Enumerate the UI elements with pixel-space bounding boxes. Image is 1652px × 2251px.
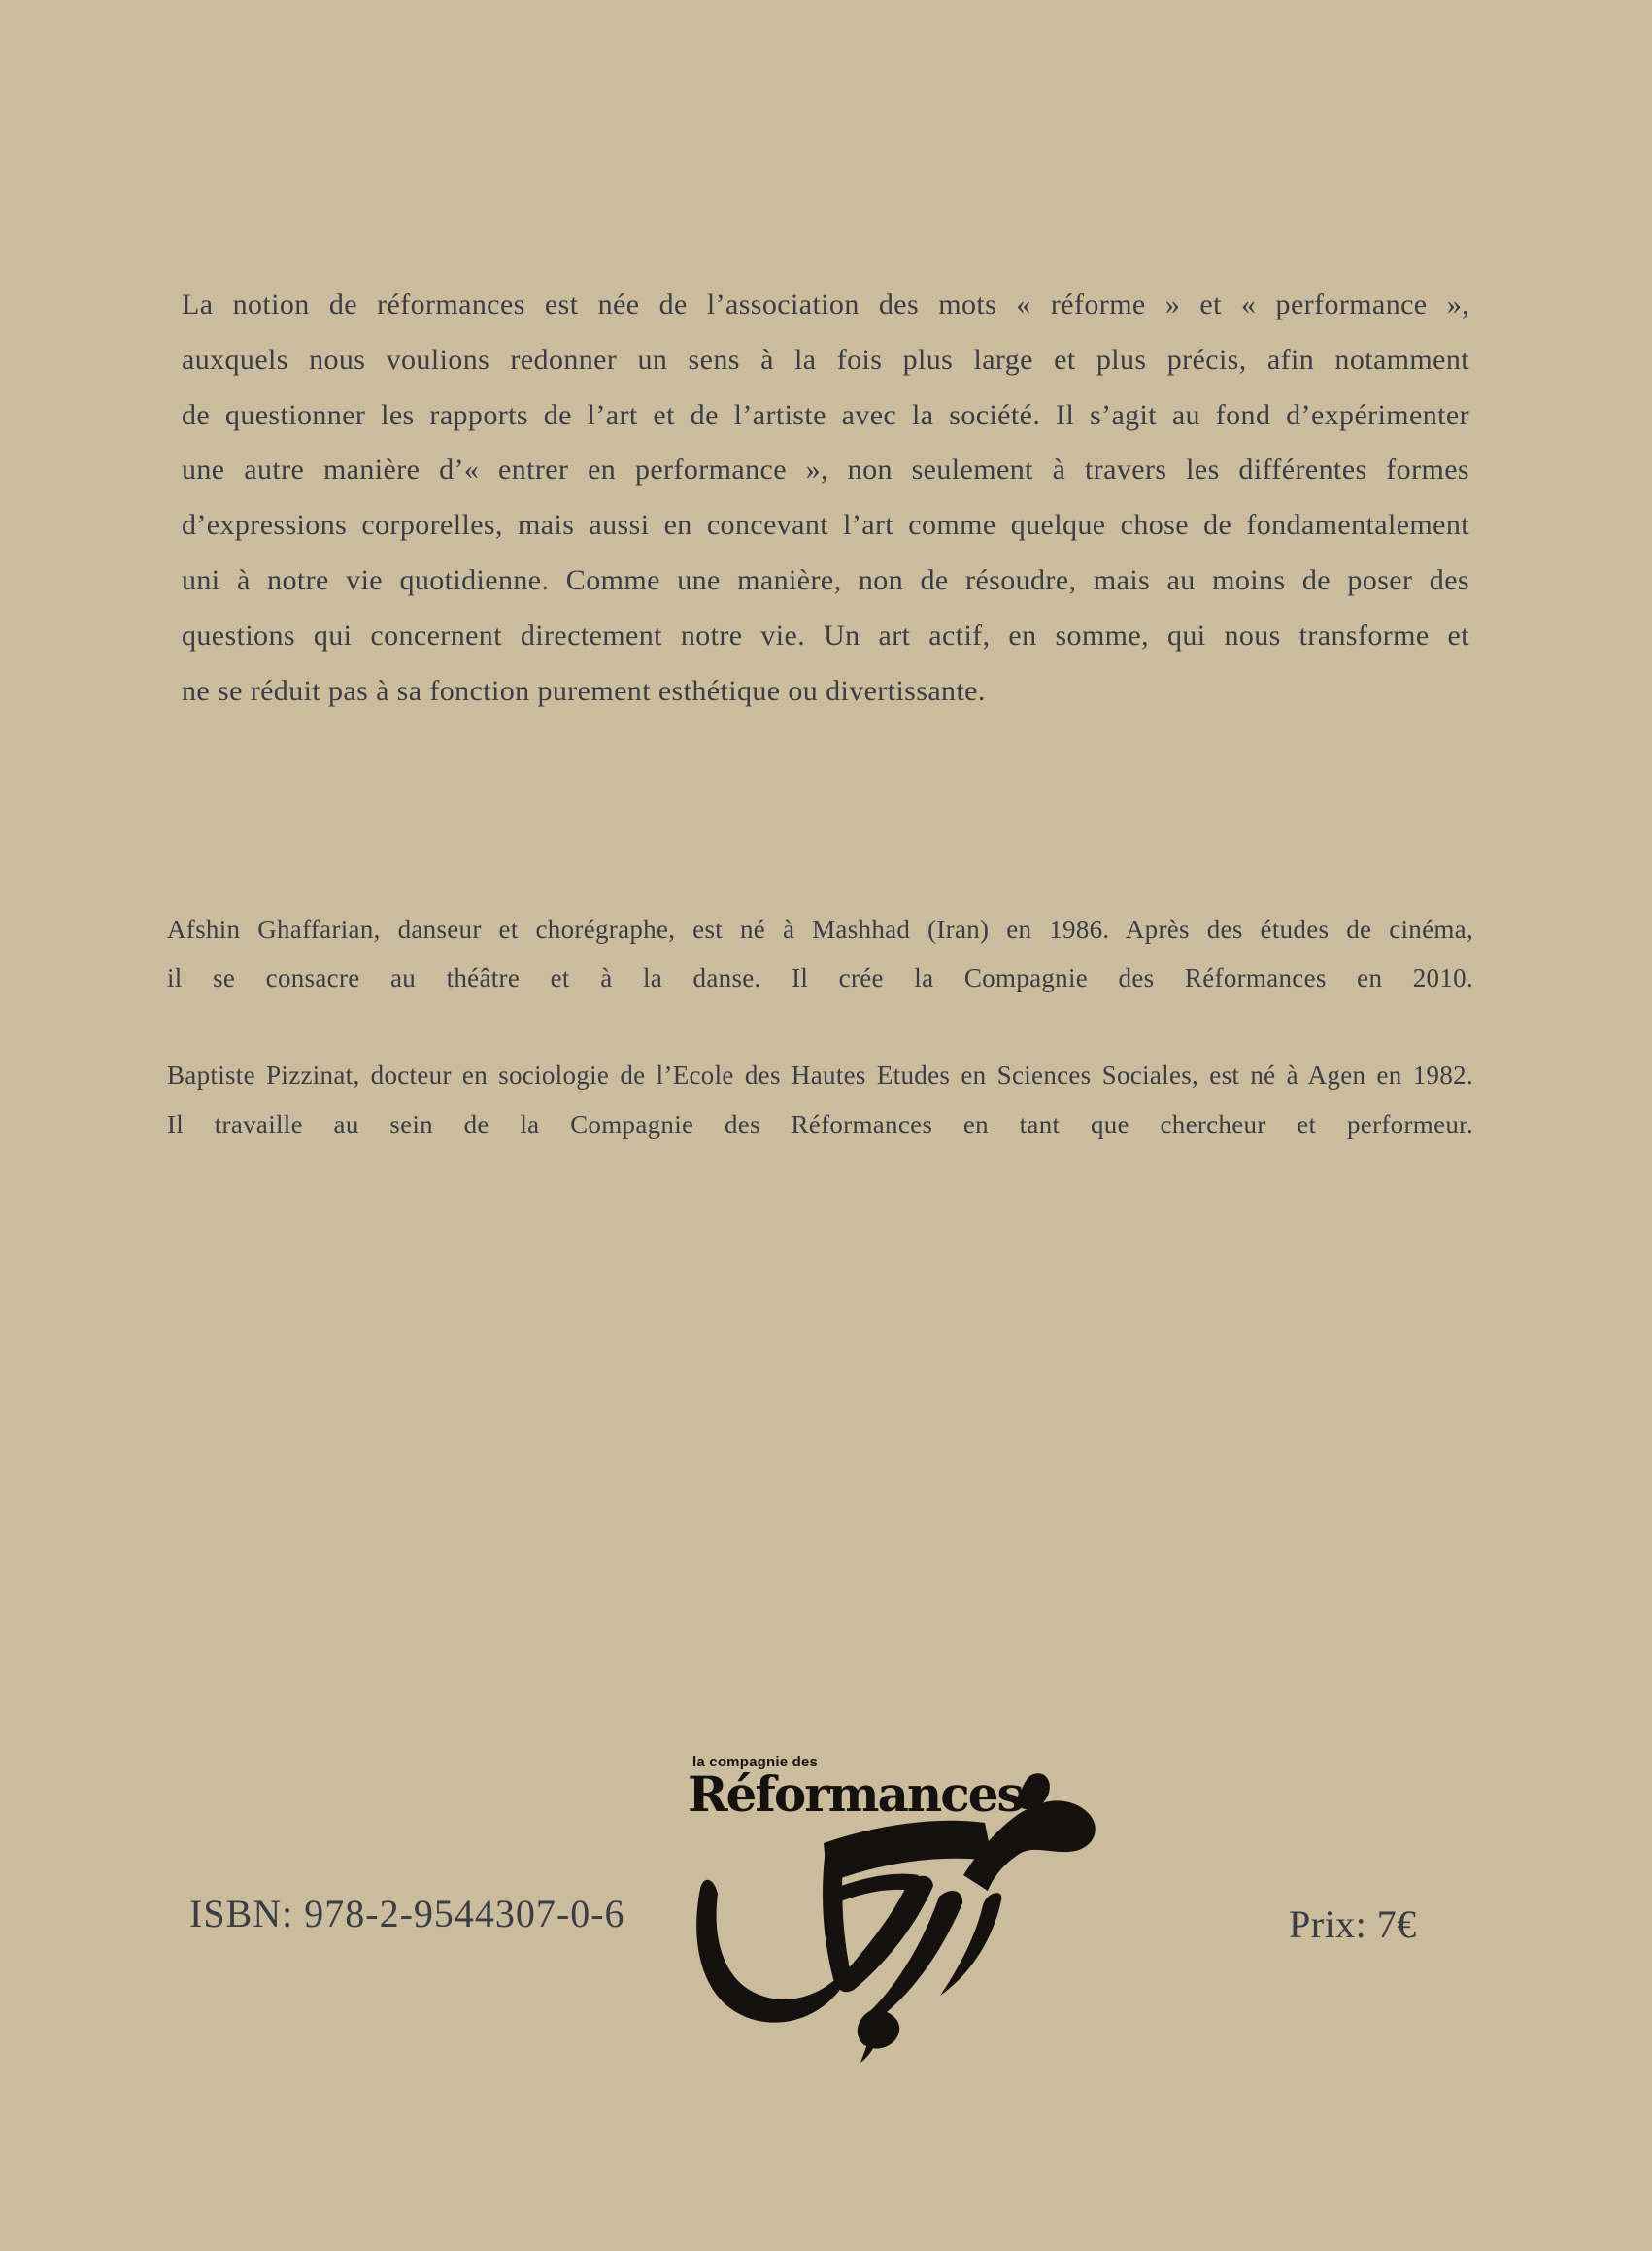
intro-paragraph-line: uni à notre vie quotidienne. Comme une manière, non de résoudre, mais au moins de poser des — [182, 563, 1469, 596]
bio-line: Baptiste Pizzinat, docteur en sociologie de l’Ecole des Hautes Etudes en Sciences Sociales, est né à Agen en 1982. — [167, 1060, 1473, 1090]
intro-paragraph-line: questions qui concernent directement notre vie. Un art actif, en somme, qui nous transforme et — [182, 619, 1469, 652]
intro-paragraph-line: auxquels nous voulions redonner un sens à la fois plus large et plus précis, afin notamment — [182, 343, 1469, 376]
bio-line: il se consacre au théâtre et à la danse. Il crée la Compagnie des Réformances en 2010. — [167, 963, 1473, 992]
price-text: Prix: 7€ — [1289, 1902, 1417, 1946]
intro-paragraph-line: ne se réduit pas à sa fonction purement esthétique ou divertissante. — [182, 674, 986, 707]
intro-paragraph-line: d’expressions corporelles, mais aussi en concevant l’art comme quelque chose de fondamentalement — [182, 509, 1469, 542]
intro-paragraph-line: La notion de réformances est née de l’association des mots « réforme » et « performance », — [182, 288, 1469, 320]
bio-afshin-ghaffarian — [167, 905, 1473, 1002]
logo-tagline: la compagnie des — [692, 1754, 819, 1770]
bio-line: Afshin Ghaffarian, danseur et chorégraphe, est né à Mashhad (Iran) en 1986. Après des études de cinéma, — [167, 915, 1473, 944]
intro-paragraph-line: une autre manière d’« entrer en performance », non seulement à travers les différentes formes — [182, 454, 1469, 487]
intro-paragraph-line: de questionner les rapports de l’art et de l’artiste avec la société. Il s’agit au fond d’expérimenter — [182, 398, 1469, 431]
bio-line: Il travaille au sein de la Compagnie des Réformances en tant que chercheur et performeur. — [167, 1110, 1473, 1139]
logo-wordmark: Réformances — [688, 1765, 1023, 1823]
bio-baptiste-pizzinat — [167, 1051, 1473, 1150]
isbn-text: ISBN: 978-2-9544307-0-6 — [189, 1892, 625, 1935]
intro-paragraph — [182, 278, 1469, 719]
